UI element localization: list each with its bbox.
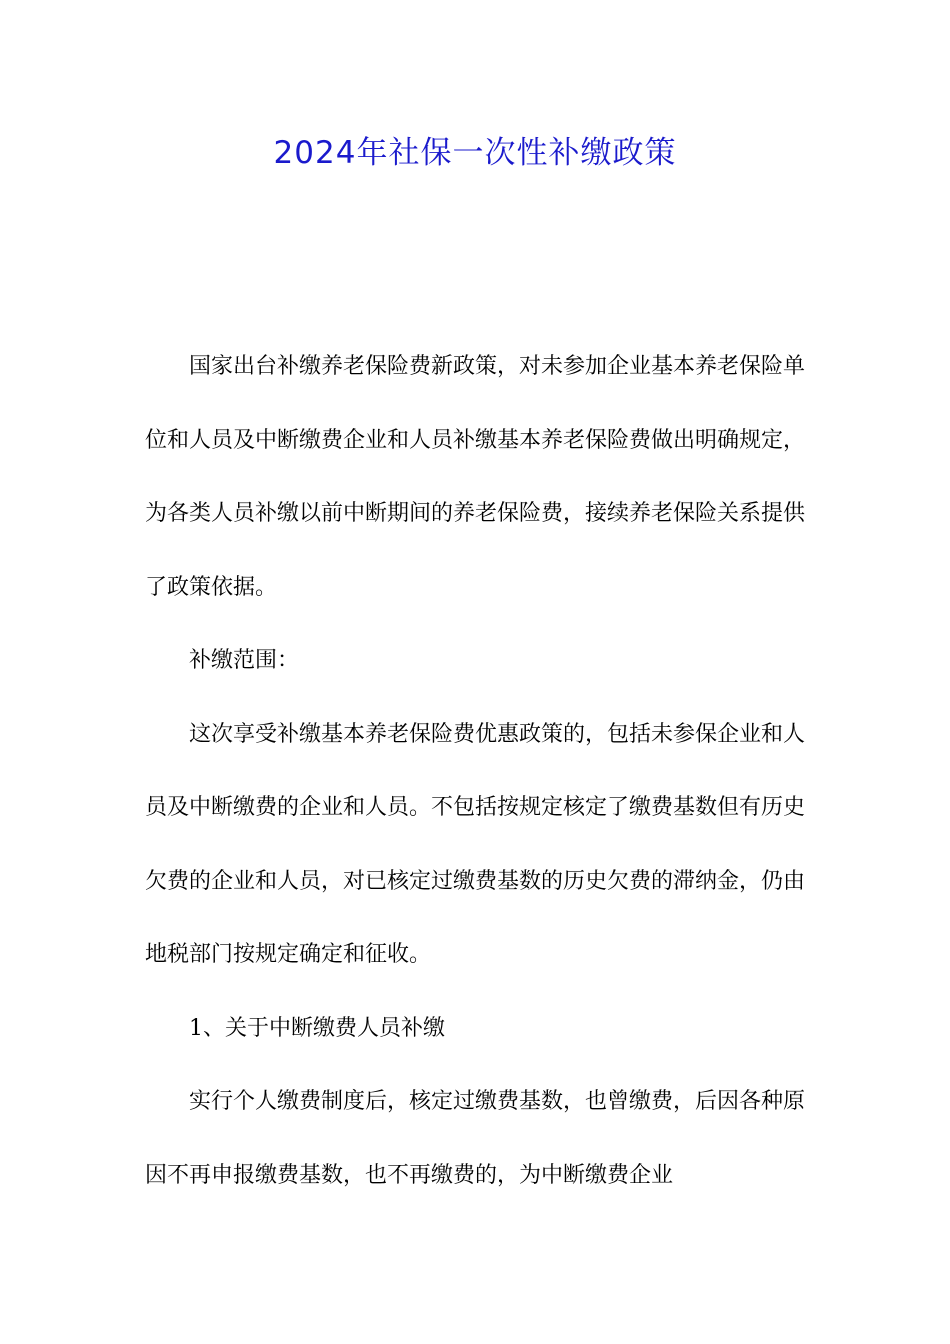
document-body (145, 330, 805, 1212)
paragraph-section-1-heading: 1、关于中断缴费人员补缴 (189, 1015, 445, 1041)
paragraph-scope-heading: 补缴范围： (189, 648, 300, 673)
document-title: 2024年社保一次性补缴政策 (273, 135, 677, 171)
paragraph-intro: 国家出台补缴养老保险费新政策，对未参加企业基本养老保险单位和人员及中断缴费企业和人员补缴基本养老保险费做出明确规定，为各类人员补缴以前中断期间的养老保险费，接续养老保险关系提供了政策依据。 (145, 354, 806, 600)
paragraph-scope: 这次享受补缴基本养老保险费优惠政策的，包括未参保企业和人员及中断缴费的企业和人员。不包括按规定核定了缴费基数但有历史欠费的企业和人员，对已核定过缴费基数的历史欠费的滞纳金，仍由地税部门按规定确定和征收。 (145, 721, 806, 967)
paragraph-section-1: 实行个人缴费制度后，核定过缴费基数，也曾缴费，后因各种原因不再申报缴费基数，也不再缴费的，为中断缴费企业 (145, 1089, 806, 1188)
